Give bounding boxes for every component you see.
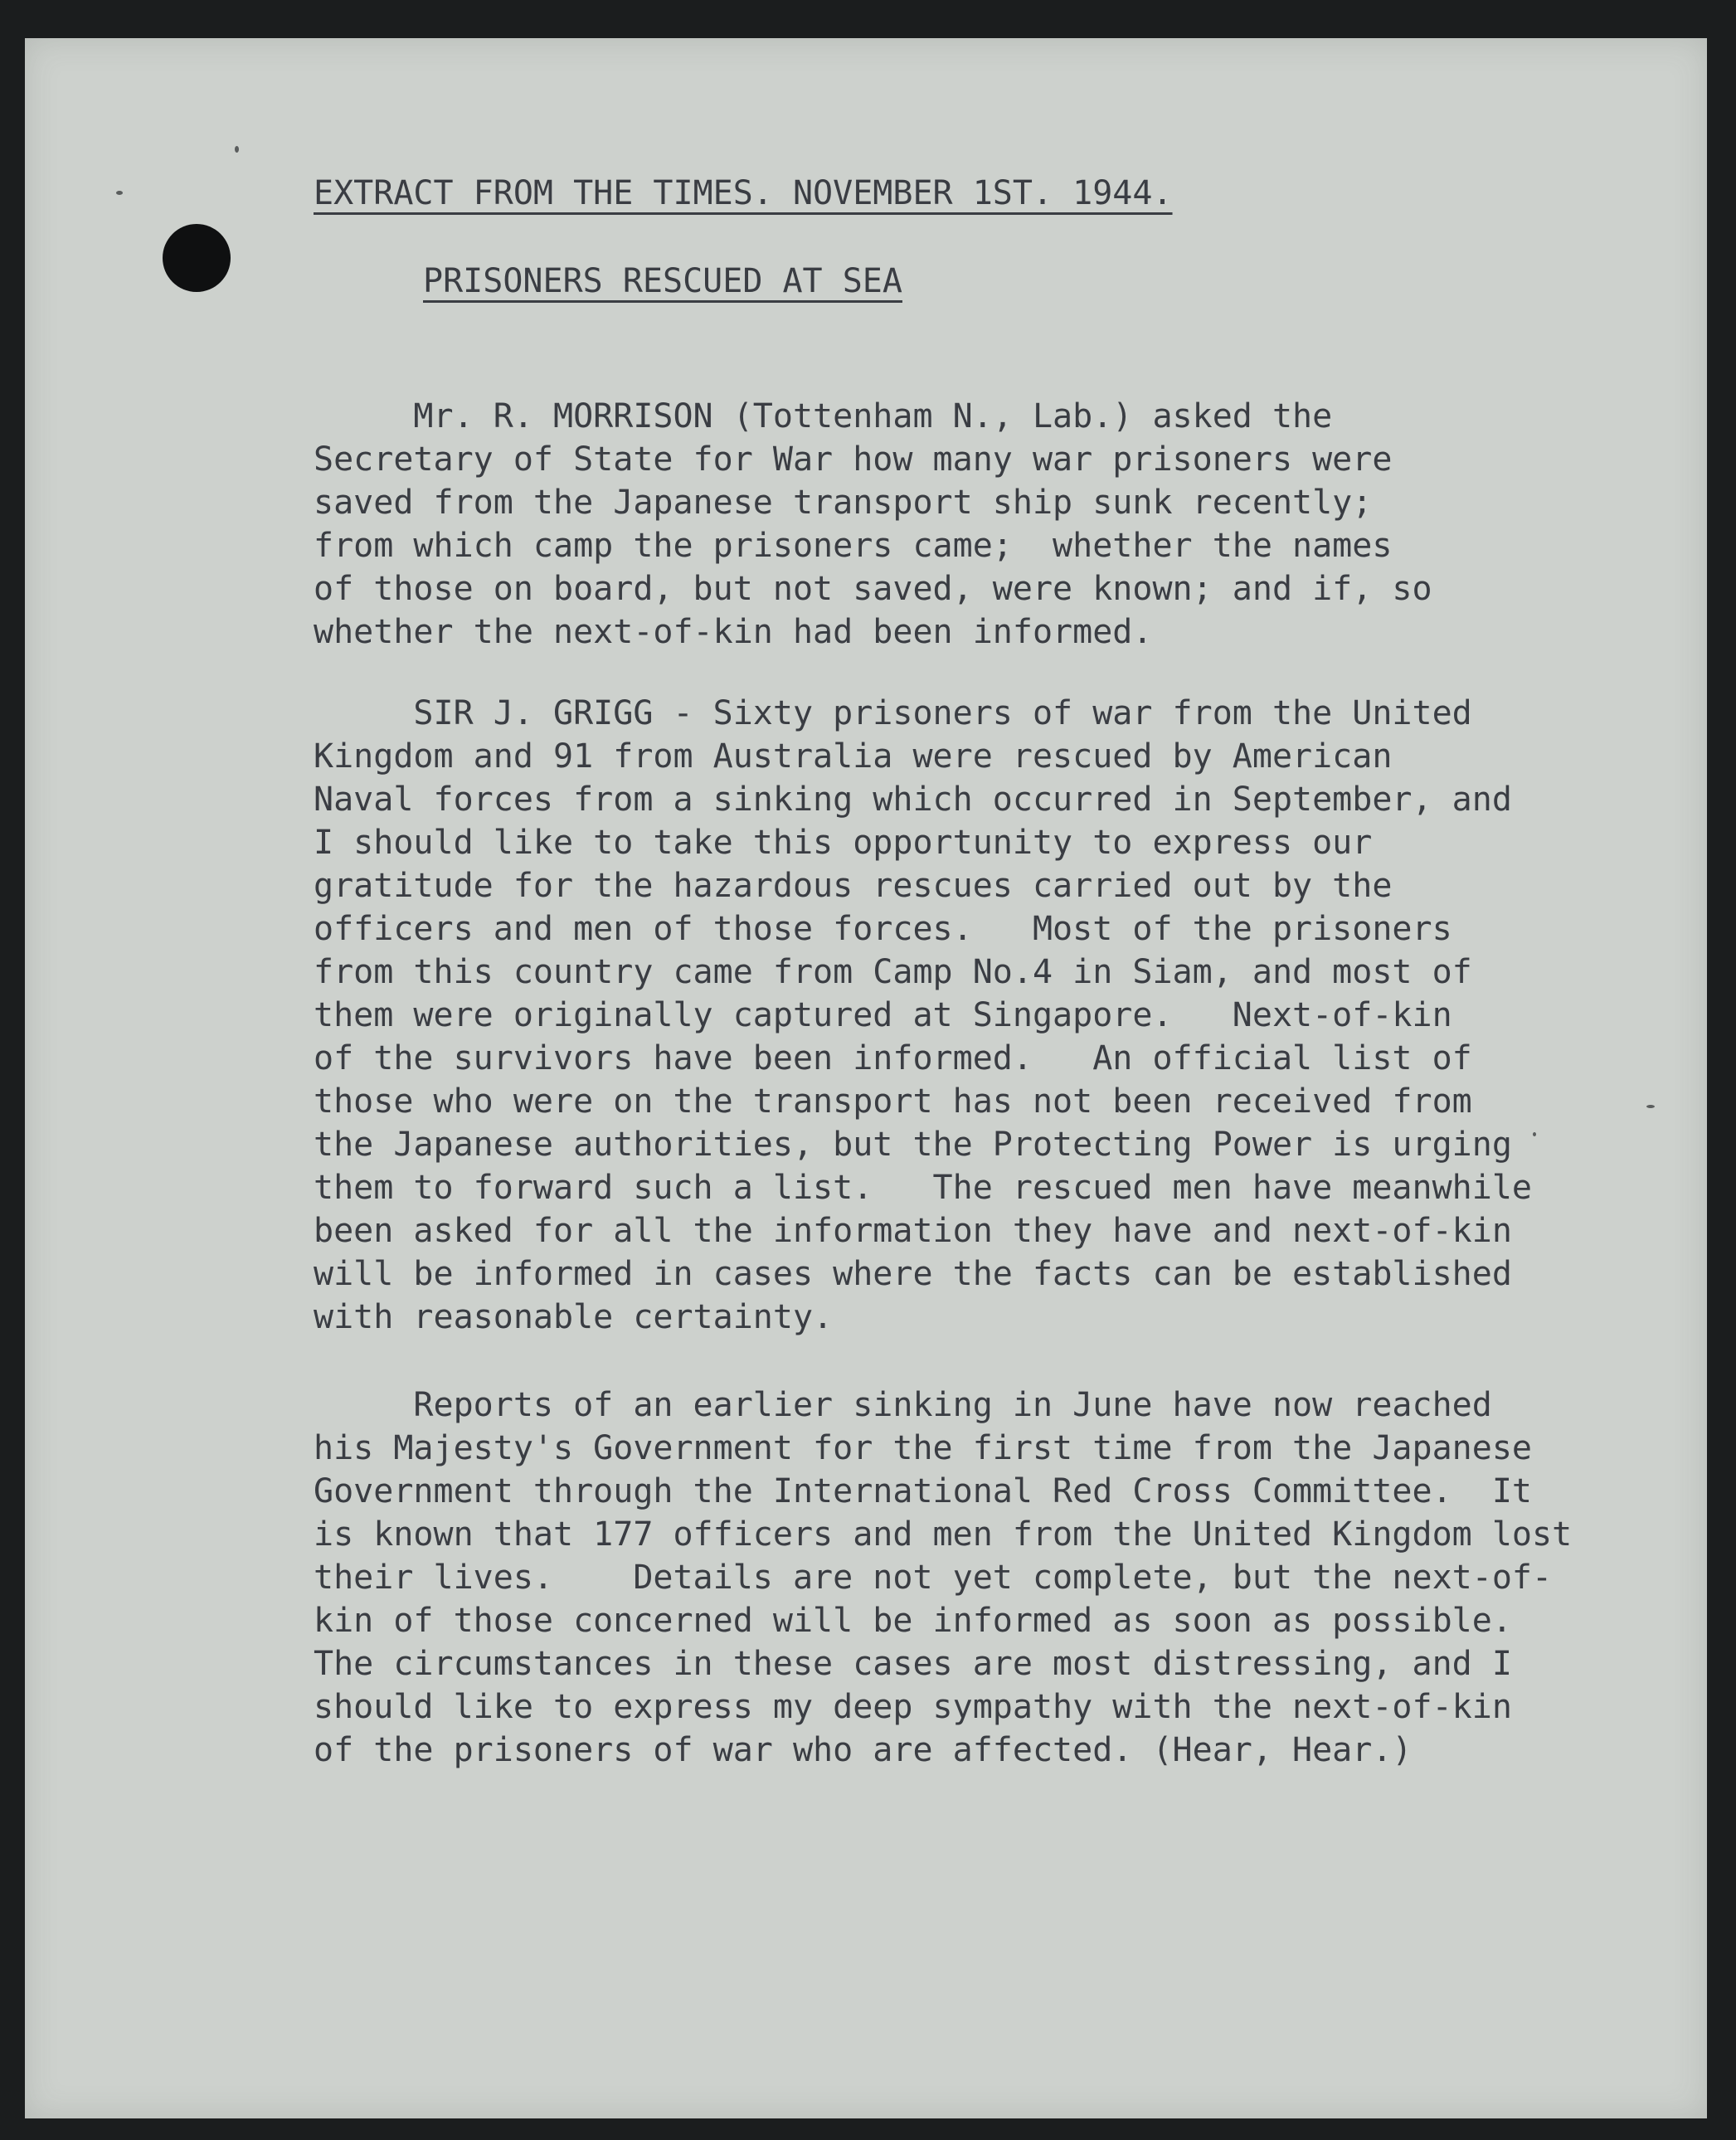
punch-hole [163, 224, 231, 292]
header-line: EXTRACT FROM THE TIMES. NOVEMBER 1ST. 1944. [314, 174, 1173, 212]
document-title: PRISONERS RESCUED AT SEA [423, 262, 902, 300]
paper-speck [1533, 1132, 1536, 1136]
paragraph-2: SIR J. GRIGG - Sixty prisoners of war from the United Kingdom and 91 from Australia were rescued by American Naval forces from a sinking which occurred in September, and I should like to take this opportunity to express our gratitude for the hazardous rescues carried out by the officers and men of those forces. Most of the prisoners from this country came from Camp No.4 in Siam, and most of them were originally captured at Singapore. Next-of-kin of the survivors have been informed. An official list of those who were on the transport has not been received from the Japanese authorities, but the Protecting Power is urging them to forward such a list. The rescued men have meanwhile been asked for all the information they have and next-of-kin will be informed in cases where the facts can be established with reasonable certainty. [314, 694, 1533, 1336]
paper-speck [1646, 1105, 1655, 1108]
paragraph-1: Mr. R. MORRISON (Tottenham N., Lab.) asked the Secretary of State for War how many war prisoners were saved from the Japanese transport ship sunk recently; from which camp the prisoners came; whether the names of those on board, but not saved, were known; and if, so whether the next-of-kin had been informed. [314, 397, 1432, 651]
paragraph-3: Reports of an earlier sinking in June have now reached his Majesty's Government for the first time from the Japanese Government through the International Red Cross Committee. It is known that 177 officers and men from the United Kingdom lost their lives. Details are not yet complete, but the next-of- kin of those concerned will be informed as soon as possible. The circumstances in these cases are most distressing, and I should like to express my deep sympathy with the next-of-kin of the prisoners of war who are affected. (Hear, Hear.) [314, 1386, 1573, 1769]
paper-speck [116, 191, 123, 195]
paper-speck [235, 146, 239, 153]
